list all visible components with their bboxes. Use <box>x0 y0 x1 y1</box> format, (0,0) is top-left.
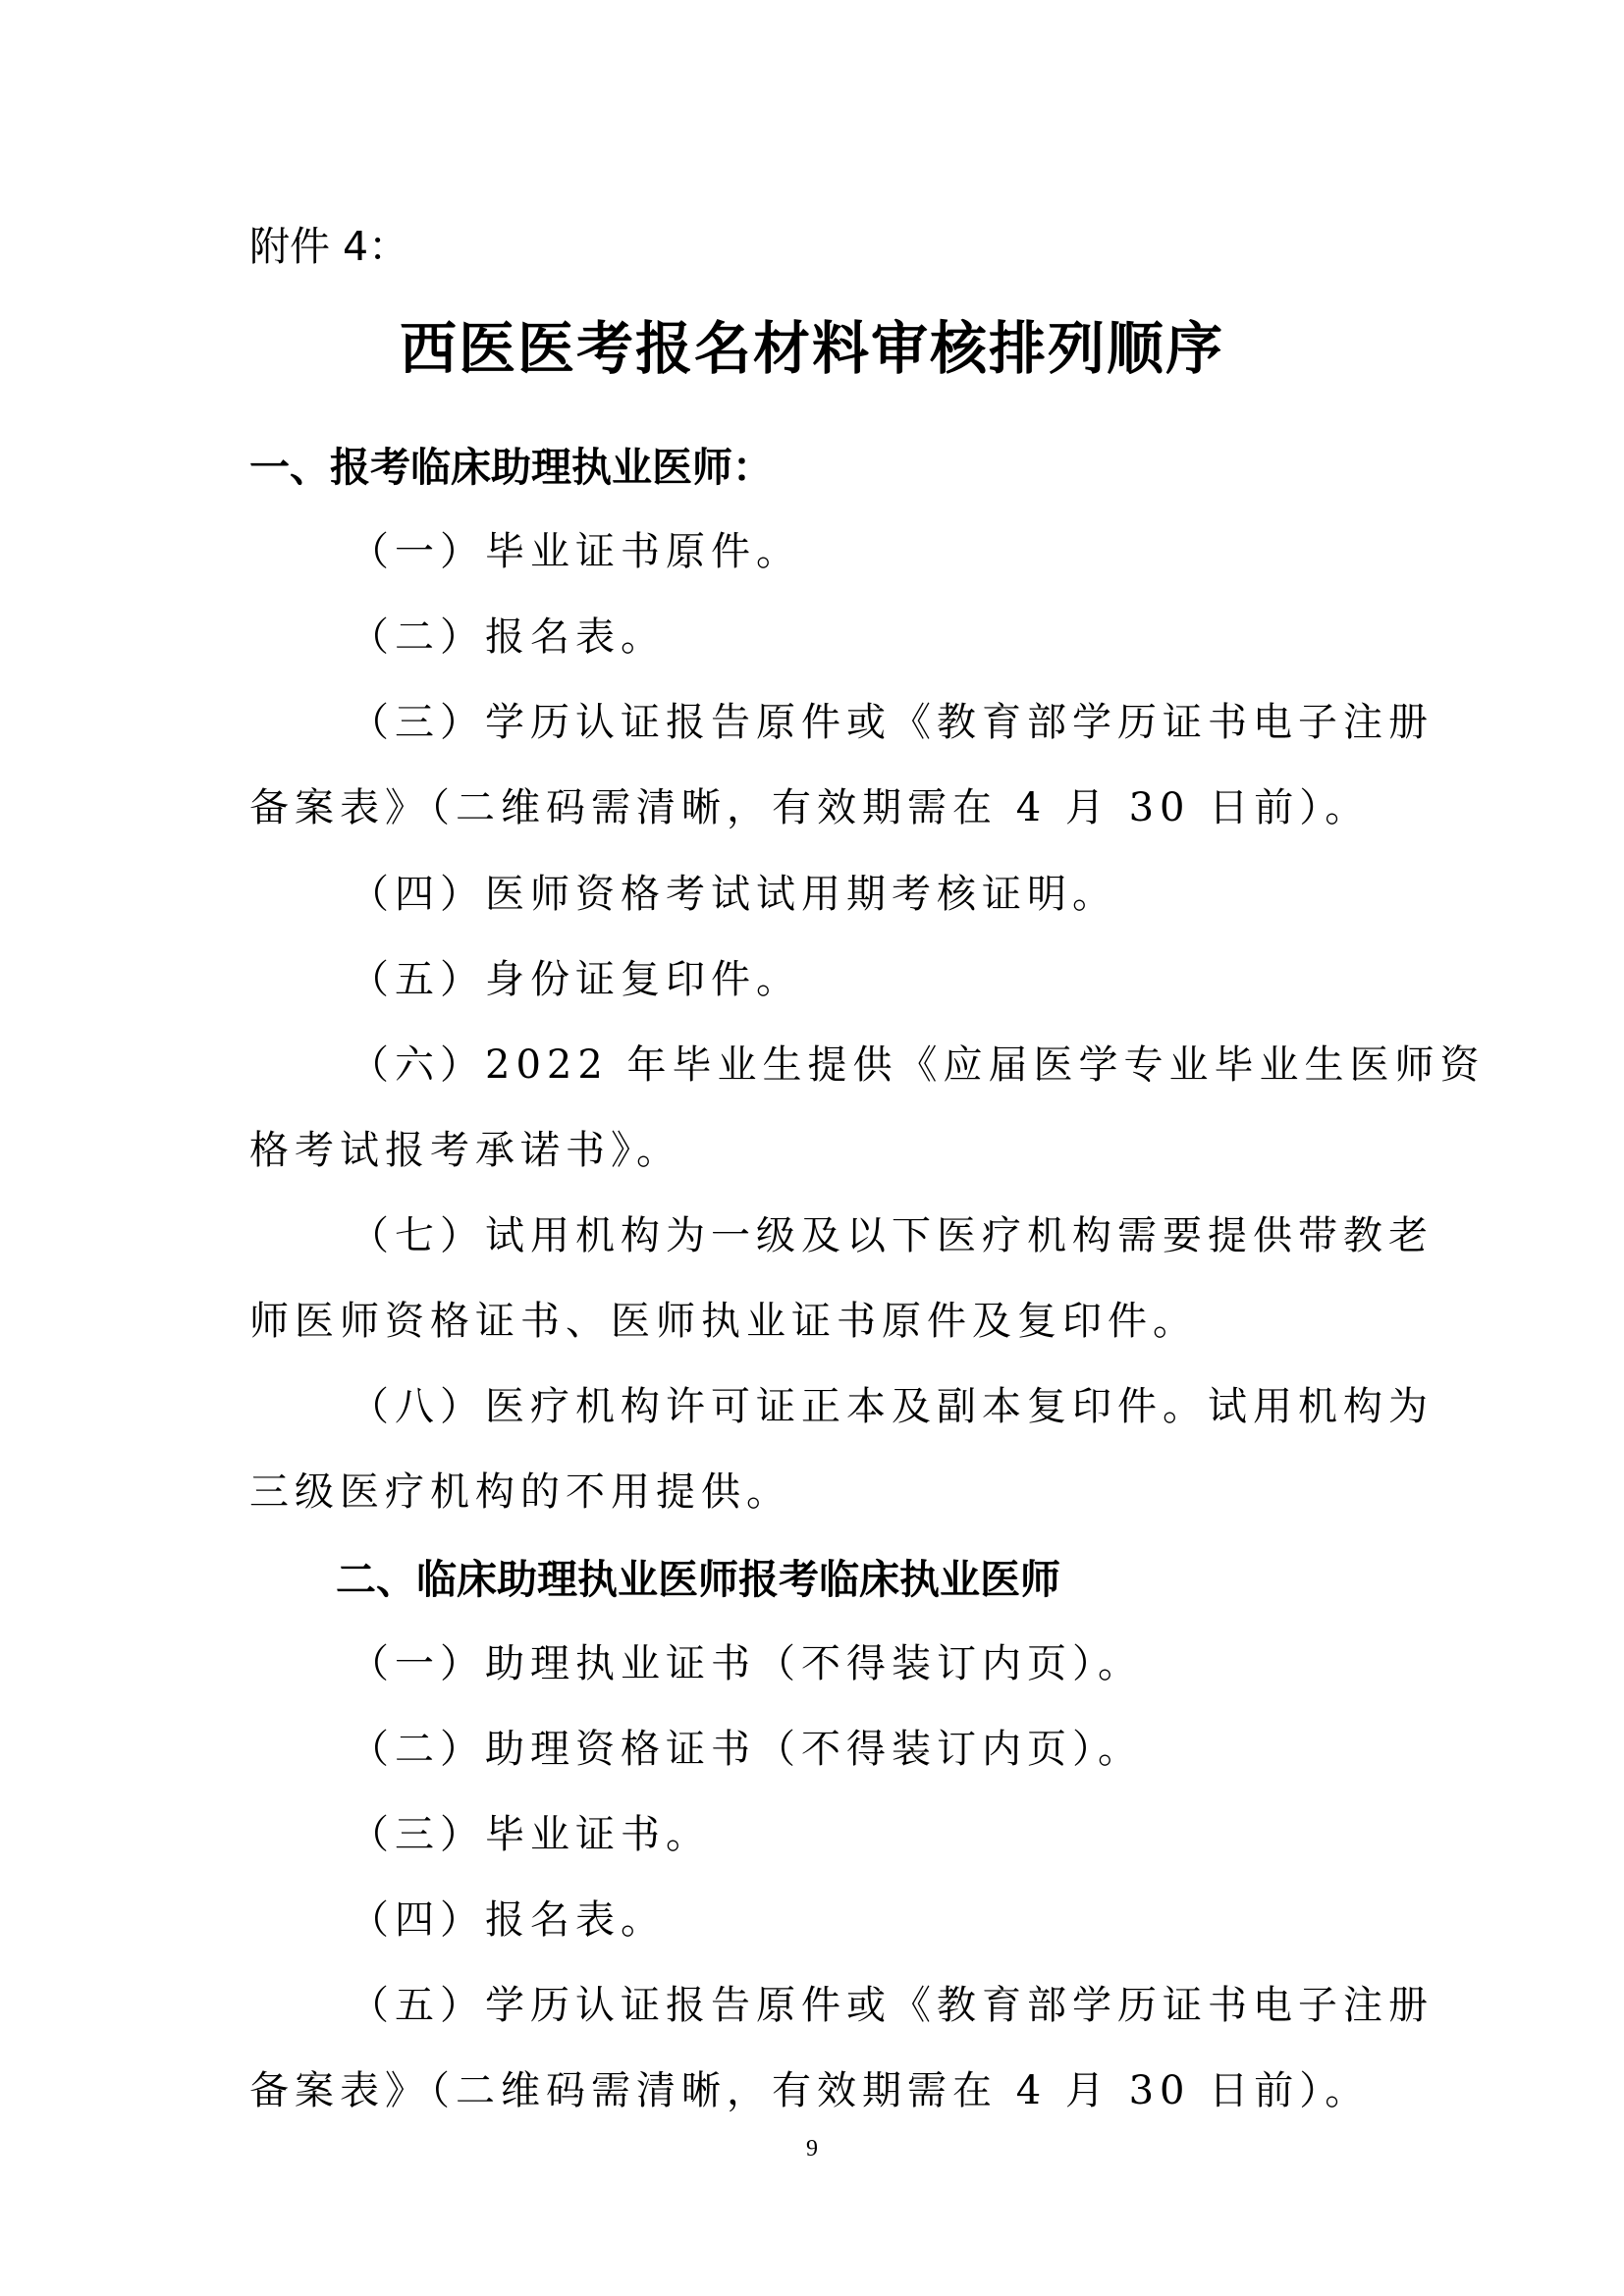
paragraph-line: （五）身份证复印件。 <box>350 957 801 1002</box>
paragraph-line: 格考试报考承诺书》。 <box>249 1128 681 1173</box>
section-heading-2: 二、临床助理执业医师报考临床执业医师 <box>336 1556 1060 1603</box>
page-number: 9 <box>806 2136 818 2162</box>
paragraph-line: （八）医疗机构许可证正本及副本复印件。试用机构为 <box>350 1384 1434 1429</box>
paragraph-line: （二）助理资格证书（不得装订内页）。 <box>350 1727 1143 1772</box>
paragraph-line: （一）助理执业证书（不得装订内页）。 <box>350 1641 1143 1686</box>
paragraph-line: （二）报名表。 <box>350 614 666 660</box>
paragraph-line: （三）学历认证报告原件或《教育部学历证书电子注册 <box>350 700 1434 745</box>
paragraph-line: （四）医师资格考试试用期考核证明。 <box>350 872 1117 917</box>
document-title: 西医医考报名材料审核排列顺序 <box>399 315 1224 382</box>
paragraph-line: 备案表》（二维码需清晰，有效期需在 4 月 30 日前）。 <box>249 2068 1371 2113</box>
paragraph-line: （五）学历认证报告原件或《教育部学历证书电子注册 <box>350 1983 1434 2028</box>
paragraph-line: 师医师资格证书、医师执业证书原件及复印件。 <box>249 1299 1198 1344</box>
section-heading-1: 一、报考临床助理执业医师： <box>249 444 773 491</box>
paragraph-line: （四）报名表。 <box>350 1897 666 1943</box>
paragraph-line: （一）毕业证书原件。 <box>350 529 801 574</box>
paragraph-line: 三级医疗机构的不用提供。 <box>249 1469 791 1515</box>
attachment-label: 附件 4： <box>249 223 409 270</box>
paragraph-line: （七）试用机构为一级及以下医疗机构需要提供带教老 <box>350 1213 1434 1258</box>
paragraph-line: 备案表》（二维码需清晰，有效期需在 4 月 30 日前）。 <box>249 785 1371 830</box>
paragraph-line: （三）毕业证书。 <box>350 1812 711 1857</box>
paragraph-line: （六）2022 年毕业生提供《应届医学专业毕业生医师资 <box>350 1042 1486 1088</box>
